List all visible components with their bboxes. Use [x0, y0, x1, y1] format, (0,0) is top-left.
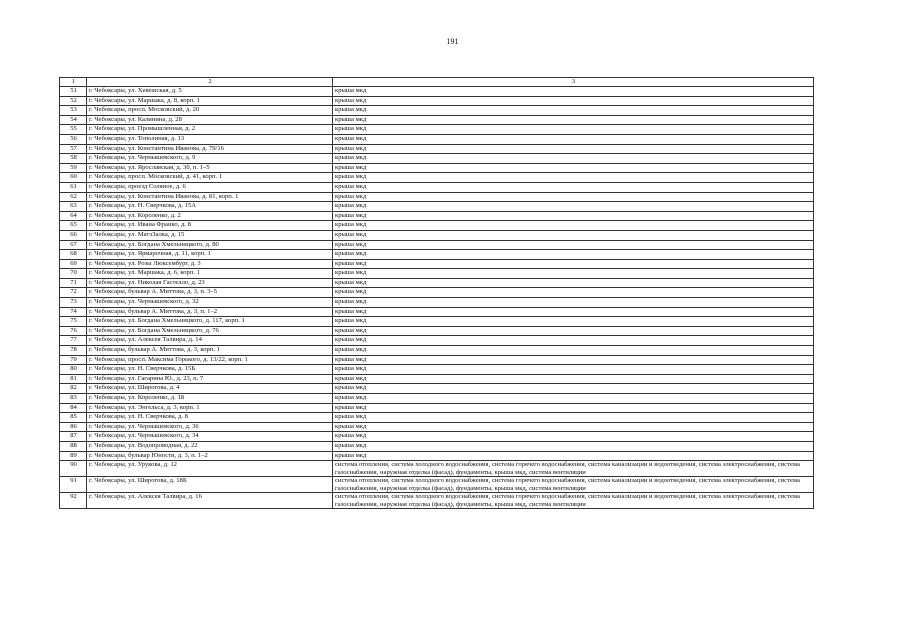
table-row — [60, 384, 814, 394]
work-type-cell: крыша мкд — [333, 413, 814, 423]
table-row — [60, 493, 814, 509]
work-type-cell: крыша мкд — [333, 278, 814, 288]
address-cell: г. Чебоксары, ул. Водопроводная, д. 22 — [87, 441, 333, 451]
address-cell: г. Чебоксары, ул. Промышленная, д. 2 — [87, 125, 333, 135]
table-row — [60, 211, 814, 221]
row-number-cell: 87 — [60, 432, 87, 442]
address-cell: г. Чебоксары, бульвар А. Миттова, д. 3, п. 3–5 — [87, 288, 333, 298]
row-number-cell: 61 — [60, 182, 87, 192]
row-number-cell: 52 — [60, 96, 87, 106]
table-row — [60, 106, 814, 116]
row-number-cell: 53 — [60, 106, 87, 116]
row-number-cell: 64 — [60, 211, 87, 221]
address-cell: г. Чебоксары, бульвар А. Миттова, д. 3, корп. 1 — [87, 346, 333, 356]
row-number-cell: 81 — [60, 374, 87, 384]
work-type-cell: крыша мкд — [333, 374, 814, 384]
work-type-cell: крыша мкд — [333, 384, 814, 394]
table-row — [60, 202, 814, 212]
address-cell: г. Чебоксары, бульвар Юности, д. 3, п. 1–2 — [87, 451, 333, 461]
address-cell: г. Чебоксары, проезд Соляное, д. 6 — [87, 182, 333, 192]
address-cell: г. Чебоксары, ул. МатэЗалка, д. 15 — [87, 230, 333, 240]
work-type-cell: крыша мкд — [333, 403, 814, 413]
row-number-cell: 75 — [60, 317, 87, 327]
address-cell: г. Чебоксары, ул. Алексея Талвира, д. 14 — [87, 336, 333, 346]
table-row — [60, 461, 814, 477]
work-type-cell: крыша мкд — [333, 355, 814, 365]
address-cell: г. Чебоксары, ул. Короленко, д. 18 — [87, 394, 333, 404]
row-number-cell: 69 — [60, 259, 87, 269]
table-row — [60, 230, 814, 240]
row-number-cell: 79 — [60, 355, 87, 365]
address-cell: г. Чебоксары, ул. Ярославская, д. 30, п. 1–5 — [87, 163, 333, 173]
row-number-cell: 59 — [60, 163, 87, 173]
address-cell: г. Чебоксары, ул. Энгельса, д. 3, корп. 1 — [87, 403, 333, 413]
address-cell: г. Чебоксары, ул. Чернышевского, д. 9 — [87, 154, 333, 164]
table-row — [60, 394, 814, 404]
row-number-cell: 63 — [60, 202, 87, 212]
table-row — [60, 269, 814, 279]
work-type-cell: крыша мкд — [333, 211, 814, 221]
table-row — [60, 451, 814, 461]
table-row — [60, 96, 814, 106]
work-type-cell: крыша мкд — [333, 202, 814, 212]
row-number-cell: 80 — [60, 365, 87, 375]
repair-table — [59, 77, 814, 509]
address-cell: г. Чебоксары, ул. Константина Иванова, д. 79/16 — [87, 144, 333, 154]
address-cell: г. Чебоксары, ул. Ярмарочная, д. 11, корп. 1 — [87, 250, 333, 260]
table-row — [60, 163, 814, 173]
page-number: 191 — [446, 37, 459, 46]
work-type-cell: крыша мкд — [333, 441, 814, 451]
address-cell: г. Чебоксары, ул. Чернышевского, д. 32 — [87, 298, 333, 308]
address-cell: г. Чебоксары, ул. Константина Иванова, д. 81, корп. 1 — [87, 192, 333, 202]
address-cell: г. Чебоксары, просп. Максима Горького, д. 13/22, корп. 1 — [87, 355, 333, 365]
row-number-cell: 92 — [60, 493, 87, 509]
address-cell: г. Чебоксары, ул. Хевешская, д. 5 — [87, 87, 333, 97]
table-row — [60, 477, 814, 493]
row-number-cell: 72 — [60, 288, 87, 298]
column-header-number: 1 — [60, 78, 87, 87]
address-cell: г. Чебоксары, ул. Н. Сверчкова, д. 8 — [87, 413, 333, 423]
work-type-cell: крыша мкд — [333, 192, 814, 202]
table-row — [60, 125, 814, 135]
row-number-cell: 62 — [60, 192, 87, 202]
work-type-cell: крыша мкд — [333, 394, 814, 404]
address-cell: г. Чебоксары, ул. Широгова, д. 18Б — [87, 477, 333, 493]
work-type-cell: крыша мкд — [333, 317, 814, 327]
address-cell: г. Чебоксары, ул. Маршака, д. 6, корп. 1 — [87, 269, 333, 279]
address-cell: г. Чебоксары, ул. Чернышевского, д. 36 — [87, 422, 333, 432]
row-number-cell: 91 — [60, 477, 87, 493]
work-type-cell: крыша мкд — [333, 422, 814, 432]
row-number-cell: 78 — [60, 346, 87, 356]
address-cell: г. Чебоксары, ул. Короленко, д. 2 — [87, 211, 333, 221]
table-row — [60, 192, 814, 202]
work-type-cell: крыша мкд — [333, 173, 814, 183]
column-header-address: 2 — [87, 78, 333, 87]
row-number-cell: 58 — [60, 154, 87, 164]
table-row — [60, 317, 814, 327]
table-row — [60, 432, 814, 442]
address-cell: г. Чебоксары, ул. Маршака, д. 8, корп. 1 — [87, 96, 333, 106]
work-type-cell: крыша мкд — [333, 269, 814, 279]
table-row — [60, 87, 814, 97]
table-row — [60, 355, 814, 365]
row-number-cell: 77 — [60, 336, 87, 346]
row-number-cell: 57 — [60, 144, 87, 154]
row-number-cell: 83 — [60, 394, 87, 404]
address-cell: г. Чебоксары, просп. Московский, д. 41, корп. 1 — [87, 173, 333, 183]
address-cell: г. Чебоксары, ул. Урукова, д. 12 — [87, 461, 333, 477]
table-row — [60, 288, 814, 298]
work-type-cell: крыша мкд — [333, 346, 814, 356]
table-row — [60, 298, 814, 308]
work-type-cell: крыша мкд — [333, 240, 814, 250]
table-row — [60, 115, 814, 125]
row-number-cell: 67 — [60, 240, 87, 250]
work-type-cell: система отопления, система холодного водоснабжения, система горячего водоснабжения, система канализации и водоотведения, система электроснабжения, система газоснабжения, наружная отделка (фасад), фундаменты, крыша мкд, система вентиляции — [333, 493, 814, 509]
row-number-cell: 60 — [60, 173, 87, 183]
work-type-cell: крыша мкд — [333, 182, 814, 192]
table-row — [60, 154, 814, 164]
table-row — [60, 182, 814, 192]
address-cell: г. Чебоксары, ул. Богдана Хмельницкого, д. 76 — [87, 326, 333, 336]
work-type-cell: система отопления, система холодного водоснабжения, система горячего водоснабжения, система канализации и водоотведения, система электроснабжения, система газоснабжения, наружная отделка (фасад), фундаменты, крыша мкд, система вентиляции — [333, 477, 814, 493]
address-cell: г. Чебоксары, ул. Калинина, д. 28 — [87, 115, 333, 125]
work-type-cell: крыша мкд — [333, 125, 814, 135]
work-type-cell: крыша мкд — [333, 115, 814, 125]
address-cell: г. Чебоксары, ул. Богдана Хмельницкого, д. 80 — [87, 240, 333, 250]
table-row — [60, 422, 814, 432]
work-type-cell: крыша мкд — [333, 298, 814, 308]
column-header-work: 3 — [333, 78, 814, 87]
table-row — [60, 221, 814, 231]
address-cell: г. Чебоксары, просп. Московский, д. 20 — [87, 106, 333, 116]
address-cell: г. Чебоксары, ул. Широгова, д. 4 — [87, 384, 333, 394]
table-row — [60, 365, 814, 375]
row-number-cell: 90 — [60, 461, 87, 477]
row-number-cell: 88 — [60, 441, 87, 451]
table-row — [60, 173, 814, 183]
work-type-cell: крыша мкд — [333, 154, 814, 164]
address-cell: г. Чебоксары, бульвар А. Миттова, д. 3, п. 1–2 — [87, 307, 333, 317]
row-number-cell: 54 — [60, 115, 87, 125]
table-row — [60, 134, 814, 144]
work-type-cell: крыша мкд — [333, 307, 814, 317]
work-type-cell: крыша мкд — [333, 326, 814, 336]
table-row — [60, 374, 814, 384]
table-row — [60, 144, 814, 154]
work-type-cell: крыша мкд — [333, 144, 814, 154]
row-number-cell: 56 — [60, 134, 87, 144]
work-type-cell: крыша мкд — [333, 221, 814, 231]
table-row — [60, 250, 814, 260]
work-type-cell: крыша мкд — [333, 432, 814, 442]
row-number-cell: 51 — [60, 87, 87, 97]
row-number-cell: 66 — [60, 230, 87, 240]
row-number-cell: 86 — [60, 422, 87, 432]
work-type-cell: система отопления, система холодного водоснабжения, система горячего водоснабжения, система канализации и водоотведения, система электроснабжения, система газоснабжения, наружная отделка (фасад), фундаменты, крыша мкд, система вентиляции — [333, 461, 814, 477]
work-type-cell: крыша мкд — [333, 250, 814, 260]
work-type-cell: крыша мкд — [333, 451, 814, 461]
row-number-cell: 85 — [60, 413, 87, 423]
table-row — [60, 336, 814, 346]
row-number-cell: 84 — [60, 403, 87, 413]
address-cell: г. Чебоксары, ул. Гагарина Ю., д. 23, п. 7 — [87, 374, 333, 384]
table-row — [60, 240, 814, 250]
address-cell: г. Чебоксары, ул. Алексея Талвира, д. 16 — [87, 493, 333, 509]
table-row — [60, 307, 814, 317]
row-number-cell: 65 — [60, 221, 87, 231]
address-cell: г. Чебоксары, ул. Богдана Хмельницкого, д. 117, корп. 1 — [87, 317, 333, 327]
row-number-cell: 71 — [60, 278, 87, 288]
address-cell: г. Чебоксары, ул. Н. Сверчкова, д. 15Б — [87, 365, 333, 375]
table-body — [60, 87, 814, 509]
table-header — [60, 78, 814, 87]
table-row — [60, 346, 814, 356]
row-number-cell: 82 — [60, 384, 87, 394]
work-type-cell: крыша мкд — [333, 230, 814, 240]
row-number-cell: 68 — [60, 250, 87, 260]
table-row — [60, 278, 814, 288]
address-cell: г. Чебоксары, ул. Н. Сверчкова, д. 15А — [87, 202, 333, 212]
address-cell: г. Чебоксары, ул. Чернышевского, д. 34 — [87, 432, 333, 442]
row-number-cell: 74 — [60, 307, 87, 317]
table-row — [60, 403, 814, 413]
row-number-cell: 73 — [60, 298, 87, 308]
row-number-cell: 70 — [60, 269, 87, 279]
row-number-cell: 55 — [60, 125, 87, 135]
work-type-cell: крыша мкд — [333, 134, 814, 144]
address-cell: г. Чебоксары, ул. Ивана Франко, д. 8 — [87, 221, 333, 231]
work-type-cell: крыша мкд — [333, 96, 814, 106]
row-number-cell: 89 — [60, 451, 87, 461]
work-type-cell: крыша мкд — [333, 87, 814, 97]
table-row — [60, 441, 814, 451]
work-type-cell: крыша мкд — [333, 336, 814, 346]
address-cell: г. Чебоксары, ул. Николая Гастелло, д. 23 — [87, 278, 333, 288]
work-type-cell: крыша мкд — [333, 259, 814, 269]
address-cell: г. Чебоксары, ул. Розы Люксембург, д. 3 — [87, 259, 333, 269]
work-type-cell: крыша мкд — [333, 106, 814, 116]
address-cell: г. Чебоксары, ул. Тополиная, д. 13 — [87, 134, 333, 144]
work-type-cell: крыша мкд — [333, 365, 814, 375]
work-type-cell: крыша мкд — [333, 163, 814, 173]
table-row — [60, 326, 814, 336]
work-type-cell: крыша мкд — [333, 288, 814, 298]
table-row — [60, 259, 814, 269]
row-number-cell: 76 — [60, 326, 87, 336]
table-row — [60, 413, 814, 423]
